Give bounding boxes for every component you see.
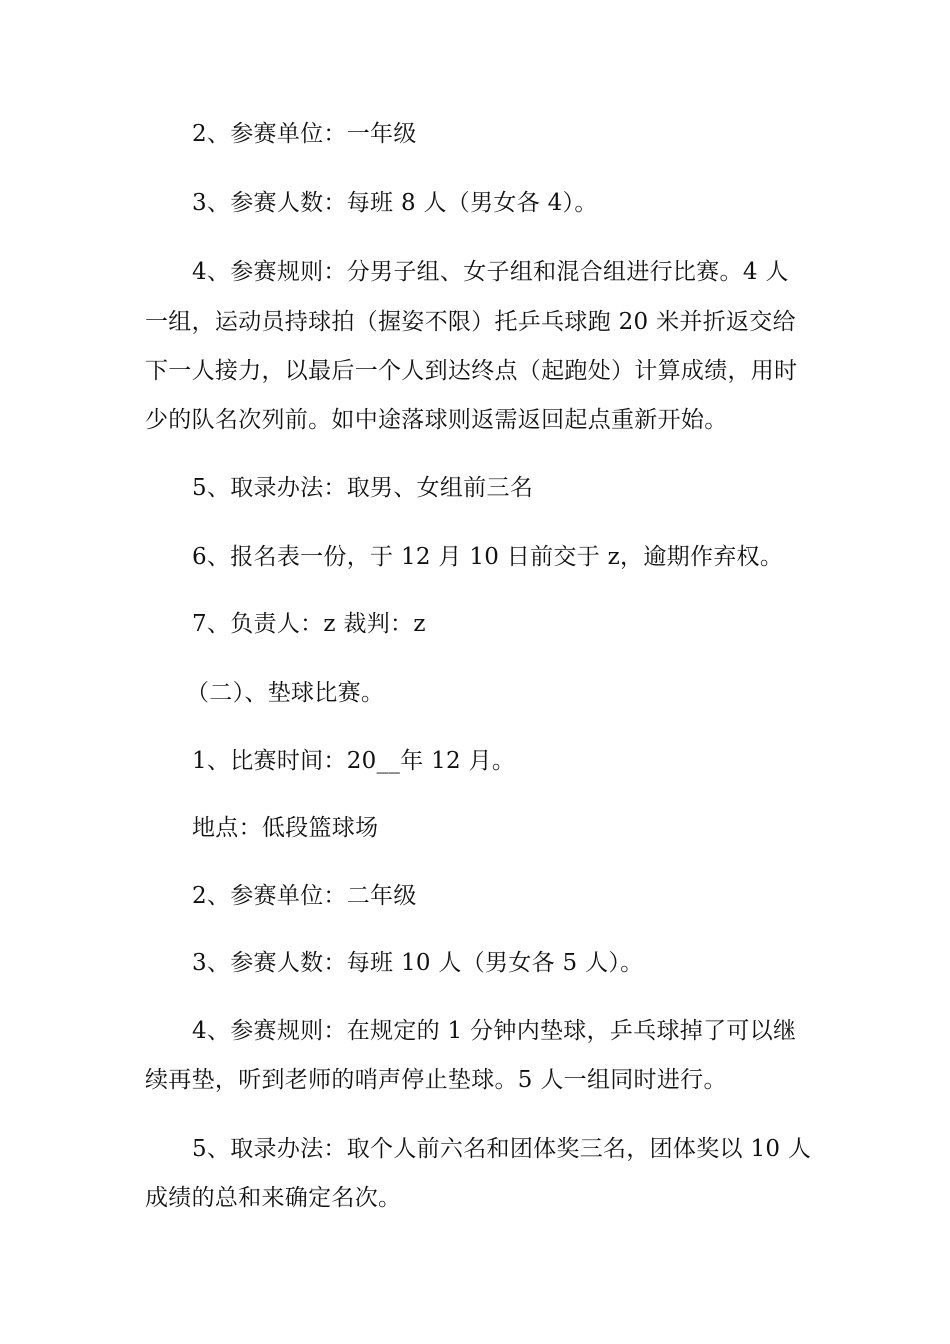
- text-line: 4、参赛规则：在规定的 1 分钟内垫球，乒乓球掉了可以继: [192, 1018, 797, 1044]
- text-line: 一组，运动员持球拍（握姿不限）托乒乓球跑 20 米并折返交给: [145, 309, 796, 335]
- text-line: 6、报名表一份，于 12 月 10 日前交于 z，逾期作弃权。: [192, 544, 784, 570]
- text-line: 3、参赛人数：每班 8 人（男女各 4）。: [192, 190, 598, 216]
- text-line: 下一人接力，以最后一个人到达终点（起跑处）计算成绩，用时: [145, 358, 798, 384]
- text-line: 2、参赛单位：二年级: [192, 883, 417, 909]
- text-line: 续再垫，听到老师的哨声停止垫球。5 人一组同时进行。: [145, 1067, 727, 1093]
- text-line: 1、比赛时间：20__年 12 月。: [192, 748, 516, 774]
- text-line: 地点：低段篮球场: [192, 815, 379, 841]
- text-line: 5、取录办法：取男、女组前三名: [192, 475, 534, 501]
- text-line: 3、参赛人数：每班 10 人（男女各 5 人）。: [192, 950, 644, 976]
- text-line: 4、参赛规则：分男子组、女子组和混合组进行比赛。4 人: [192, 259, 789, 285]
- section-heading: （二）、垫球比赛。: [186, 680, 385, 706]
- text-line: 成绩的总和来确定名次。: [145, 1185, 402, 1211]
- text-line: 2、参赛单位：一年级: [192, 121, 417, 147]
- text-line: 少的队名次列前。如中途落球则返需返回起点重新开始。: [145, 407, 728, 433]
- text-line: 5、取录办法：取个人前六名和团体奖三名，团体奖以 10 人: [192, 1136, 812, 1162]
- text-line: 7、负责人：z 裁判：z: [192, 611, 426, 637]
